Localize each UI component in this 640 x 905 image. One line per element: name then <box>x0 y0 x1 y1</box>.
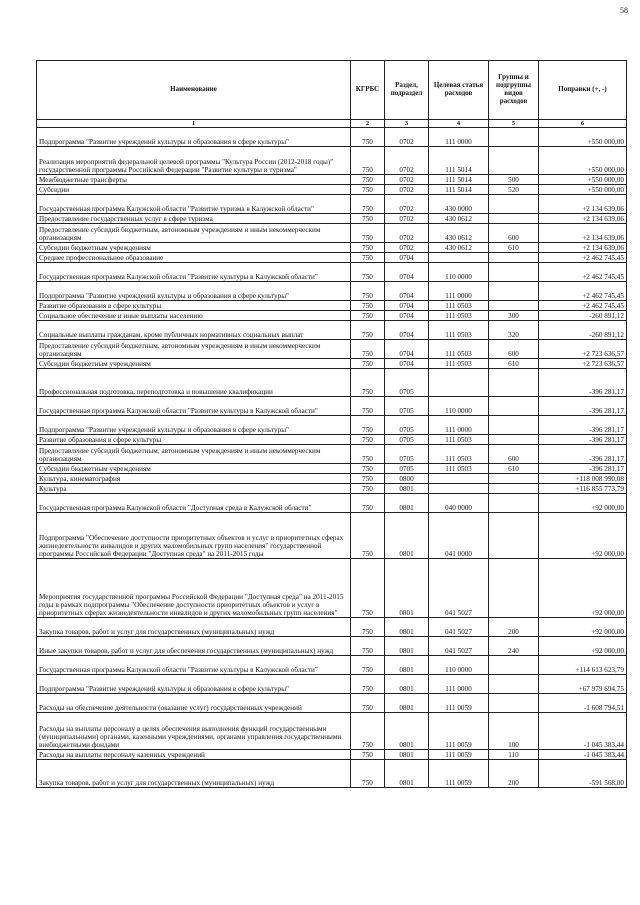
row-kgrbs: 750 <box>351 464 385 474</box>
row-target: 111 0503 <box>429 340 489 359</box>
row-section: 0704 <box>385 301 429 311</box>
table-row <box>37 263 627 282</box>
row-group <box>489 369 539 397</box>
row-amount: +550 000,00 <box>539 147 627 175</box>
row-kgrbs: 750 <box>351 760 385 788</box>
row-kgrbs: 750 <box>351 474 385 484</box>
row-kgrbs: 750 <box>351 195 385 214</box>
header-name: Наименование <box>37 61 351 120</box>
row-kgrbs: 750 <box>351 713 385 750</box>
table-row <box>37 185 627 195</box>
row-section: 0801 <box>385 494 429 513</box>
row-target: 111 0503 <box>429 359 489 369</box>
row-name: Мероприятия государственной программы Российской Федерации "Доступная среда" на 2011-2015 годы в рамках подпрограммы "Обеспечение доступности приоритетных объектов и услуг в приоритетных сферах жизнедеятельности инвалидов и других маломобильных групп населения" <box>37 559 351 618</box>
table-row <box>37 243 627 253</box>
row-group <box>489 484 539 494</box>
row-group: 200 <box>489 760 539 788</box>
row-target: 111 0059 <box>429 750 489 760</box>
row-section: 0801 <box>385 675 429 694</box>
row-group <box>489 301 539 311</box>
row-target: 111 0503 <box>429 445 489 464</box>
row-amount: +92 000,00 <box>539 513 627 559</box>
row-kgrbs: 750 <box>351 128 385 147</box>
row-name: Государственная программа Калужской области "Развитие культуры в Калужской области" <box>37 263 351 282</box>
table-row <box>37 464 627 474</box>
row-kgrbs: 750 <box>351 484 385 494</box>
row-group: 300 <box>489 311 539 321</box>
row-group <box>489 513 539 559</box>
row-amount: -260 891,12 <box>539 311 627 321</box>
row-section: 0801 <box>385 637 429 656</box>
row-name: Предоставление субсидий бюджетным, автономным учреждениям и иным некоммерческим организациям <box>37 340 351 359</box>
col-number: 5 <box>489 120 539 128</box>
row-amount: -1 608 794,51 <box>539 694 627 713</box>
row-target: 430 0612 <box>429 224 489 243</box>
row-target <box>429 484 489 494</box>
row-section: 0801 <box>385 484 429 494</box>
row-target: 041 5027 <box>429 637 489 656</box>
row-name: Подпрограмма "Развитие учреждений культуры и образования в сфере культуры" <box>37 675 351 694</box>
row-group <box>489 559 539 618</box>
row-kgrbs: 750 <box>351 416 385 435</box>
table-row <box>37 321 627 340</box>
row-section: 0705 <box>385 435 429 445</box>
row-section: 0801 <box>385 694 429 713</box>
row-target: 111 0059 <box>429 713 489 750</box>
row-section: 0704 <box>385 311 429 321</box>
row-group <box>489 214 539 224</box>
row-target: 111 0503 <box>429 301 489 311</box>
row-name: Государственная программа Калужской области "Доступная среда в Калужской области" <box>37 494 351 513</box>
row-amount: +92 000,00 <box>539 494 627 513</box>
table-row <box>37 750 627 760</box>
row-amount: -1 045 383,44 <box>539 750 627 760</box>
row-amount: +2 462 745,45 <box>539 253 627 263</box>
row-amount: -1 045 383,44 <box>539 713 627 750</box>
row-kgrbs: 750 <box>351 301 385 311</box>
row-kgrbs: 750 <box>351 656 385 675</box>
row-target: 110 0000 <box>429 263 489 282</box>
row-section: 0801 <box>385 750 429 760</box>
table-row <box>37 195 627 214</box>
row-name: Закупка товаров, работ и услуг для государственных (муниципальных) нужд <box>37 760 351 788</box>
row-kgrbs: 750 <box>351 397 385 416</box>
row-kgrbs: 750 <box>351 694 385 713</box>
table-row <box>37 359 627 369</box>
row-target: 111 0000 <box>429 416 489 435</box>
row-target: 110 0000 <box>429 397 489 416</box>
row-section: 0705 <box>385 416 429 435</box>
row-kgrbs: 750 <box>351 637 385 656</box>
row-kgrbs: 750 <box>351 750 385 760</box>
row-amount: +67 979 694,75 <box>539 675 627 694</box>
row-amount: -260 891,12 <box>539 321 627 340</box>
row-group: 100 <box>489 713 539 750</box>
header-kgrbs: КГРБС <box>351 61 385 120</box>
row-amount: -396 281,17 <box>539 445 627 464</box>
row-name: Культура <box>37 484 351 494</box>
row-group: 610 <box>489 359 539 369</box>
row-group <box>489 282 539 301</box>
row-group: 200 <box>489 618 539 637</box>
row-kgrbs: 750 <box>351 243 385 253</box>
row-group <box>489 397 539 416</box>
row-name: Реализация мероприятий федеральной целевой программы "Культура России (2012-2018 годы)" государственной программы Российской Федерации "Развитие культуры и туризма" <box>37 147 351 175</box>
row-target: 111 0503 <box>429 464 489 474</box>
row-section: 0801 <box>385 760 429 788</box>
row-amount: +550 000,00 <box>539 175 627 185</box>
table-row <box>37 435 627 445</box>
table-row <box>37 311 627 321</box>
row-section: 0702 <box>385 195 429 214</box>
row-kgrbs: 750 <box>351 175 385 185</box>
col-number: 6 <box>539 120 627 128</box>
table-row <box>37 214 627 224</box>
row-target: 111 0000 <box>429 675 489 694</box>
row-group <box>489 675 539 694</box>
row-target: 041 5027 <box>429 559 489 618</box>
row-amount: +92 000,00 <box>539 559 627 618</box>
row-section: 0702 <box>385 175 429 185</box>
table-row <box>37 301 627 311</box>
row-section: 0704 <box>385 253 429 263</box>
row-name: Субсидии <box>37 185 351 195</box>
row-target: 041 0000 <box>429 513 489 559</box>
row-group <box>489 435 539 445</box>
row-group: 500 <box>489 175 539 185</box>
table-row <box>37 618 627 637</box>
row-name: Закупка товаров, работ и услуг для государственных (муниципальных) нужд <box>37 618 351 637</box>
row-kgrbs: 750 <box>351 224 385 243</box>
row-group <box>489 263 539 282</box>
row-amount: +92 000,00 <box>539 637 627 656</box>
row-group: 240 <box>489 637 539 656</box>
row-section: 0801 <box>385 713 429 750</box>
row-group <box>489 253 539 263</box>
row-group: 600 <box>489 340 539 359</box>
row-name: Развитие образования в сфере культуры <box>37 435 351 445</box>
table-row <box>37 474 627 484</box>
row-name: Предоставление государственных услуг в сфере туризма <box>37 214 351 224</box>
row-section: 0702 <box>385 185 429 195</box>
row-amount: -396 281,17 <box>539 369 627 397</box>
row-target <box>429 253 489 263</box>
row-section: 0705 <box>385 464 429 474</box>
row-section: 0702 <box>385 147 429 175</box>
row-target <box>429 369 489 397</box>
row-name: Расходы на выплаты персоналу в целях обеспечения выполнения функций государственными (муниципальными) органами, казенными учреждениями, органами управления государственными внебюджетными фондами <box>37 713 351 750</box>
row-name: Культура, кинематография <box>37 474 351 484</box>
row-amount: +2 134 639,06 <box>539 243 627 253</box>
table-row <box>37 559 627 618</box>
row-name: Субсидии бюджетным учреждениям <box>37 359 351 369</box>
row-target: 111 0059 <box>429 760 489 788</box>
row-amount: -396 281,17 <box>539 416 627 435</box>
row-kgrbs: 750 <box>351 340 385 359</box>
row-kgrbs: 750 <box>351 185 385 195</box>
row-kgrbs: 750 <box>351 618 385 637</box>
row-section: 0801 <box>385 656 429 675</box>
row-group <box>489 416 539 435</box>
table-row <box>37 340 627 359</box>
row-name: Иные закупки товаров, работ и услуг для обеспечения государственных (муниципальных) нужд <box>37 637 351 656</box>
row-kgrbs: 750 <box>351 369 385 397</box>
column-number-row <box>37 120 627 128</box>
row-amount: +2 723 636,57 <box>539 359 627 369</box>
row-section: 0704 <box>385 359 429 369</box>
row-group: 110 <box>489 750 539 760</box>
table-header <box>37 61 627 128</box>
row-amount: +2 462 745,45 <box>539 263 627 282</box>
row-amount: +550 000,00 <box>539 185 627 195</box>
table-row <box>37 445 627 464</box>
row-name: Подпрограмма "Развитие учреждений культуры и образования в сфере культуры" <box>37 282 351 301</box>
row-group <box>489 474 539 484</box>
row-amount: -396 281,17 <box>539 464 627 474</box>
row-amount: -591 568,00 <box>539 760 627 788</box>
table-row <box>37 760 627 788</box>
row-target: 111 0059 <box>429 694 489 713</box>
row-name: Социальные выплаты гражданам, кроме публичных нормативных социальных выплат <box>37 321 351 340</box>
row-name: Подпрограмма "Развитие учреждений культуры и образования в сфере культуры" <box>37 128 351 147</box>
row-group <box>489 656 539 675</box>
row-target: 111 0000 <box>429 128 489 147</box>
row-target: 041 5027 <box>429 618 489 637</box>
row-amount: +2 462 745,45 <box>539 301 627 311</box>
row-amount: +550 000,00 <box>539 128 627 147</box>
row-target: 111 5014 <box>429 185 489 195</box>
table-row <box>37 224 627 243</box>
table-row <box>37 656 627 675</box>
row-group: 600 <box>489 224 539 243</box>
row-group: 520 <box>489 185 539 195</box>
table-row <box>37 416 627 435</box>
table-row <box>37 675 627 694</box>
row-target: 111 0503 <box>429 435 489 445</box>
row-kgrbs: 750 <box>351 559 385 618</box>
budget-amendments-table <box>36 60 627 788</box>
header-group: Группы и подгруппы видов расходов <box>489 61 539 120</box>
col-number: 4 <box>429 120 489 128</box>
row-group <box>489 128 539 147</box>
row-section: 0705 <box>385 369 429 397</box>
col-number: 2 <box>351 120 385 128</box>
row-kgrbs: 750 <box>351 321 385 340</box>
header-section: Раздел, подраздел <box>385 61 429 120</box>
row-target: 111 5014 <box>429 175 489 185</box>
row-target: 111 0503 <box>429 311 489 321</box>
row-section: 0801 <box>385 513 429 559</box>
row-kgrbs: 750 <box>351 359 385 369</box>
row-name: Государственная программа Калужской области "Развитие культуры в Калужской области" <box>37 397 351 416</box>
row-kgrbs: 750 <box>351 253 385 263</box>
table-row <box>37 397 627 416</box>
row-kgrbs: 750 <box>351 263 385 282</box>
table-row <box>37 369 627 397</box>
row-section: 0705 <box>385 445 429 464</box>
row-section: 0801 <box>385 618 429 637</box>
row-kgrbs: 750 <box>351 214 385 224</box>
table-row <box>37 484 627 494</box>
row-group: 600 <box>489 445 539 464</box>
table-row <box>37 637 627 656</box>
row-target: 040 0000 <box>429 494 489 513</box>
col-number: 3 <box>385 120 429 128</box>
header-target: Целевая статья расходов <box>429 61 489 120</box>
row-group <box>489 694 539 713</box>
row-target: 111 0000 <box>429 282 489 301</box>
row-name: Подпрограмма "Развитие учреждений культуры и образования в сфере культуры" <box>37 416 351 435</box>
row-amount: -396 281,17 <box>539 397 627 416</box>
table-row <box>37 128 627 147</box>
row-target: 430 0612 <box>429 243 489 253</box>
row-name: Субсидии бюджетным учреждениям <box>37 464 351 474</box>
table-row <box>37 713 627 750</box>
row-name: Предоставление субсидий бюджетным, автономным учреждениям и иным некоммерческим организациям <box>37 224 351 243</box>
table-body <box>37 128 627 788</box>
row-kgrbs: 750 <box>351 282 385 301</box>
row-section: 0704 <box>385 282 429 301</box>
row-name: Социальное обеспечение и иные выплаты населению <box>37 311 351 321</box>
row-name: Среднее профессиональное образование <box>37 253 351 263</box>
row-amount: +2 134 639,06 <box>539 214 627 224</box>
table-row <box>37 147 627 175</box>
row-amount: +116 855 773,79 <box>539 484 627 494</box>
table-row <box>37 694 627 713</box>
row-section: 0704 <box>385 263 429 282</box>
row-group: 320 <box>489 321 539 340</box>
row-name: Субсидии бюджетным учреждениям <box>37 243 351 253</box>
row-amount: +2 462 745,45 <box>539 282 627 301</box>
row-amount: +92 000,00 <box>539 618 627 637</box>
row-amount: +114 613 623,79 <box>539 656 627 675</box>
row-amount: +2 134 639,06 <box>539 224 627 243</box>
row-target <box>429 474 489 484</box>
table-row <box>37 253 627 263</box>
row-section: 0801 <box>385 559 429 618</box>
row-target: 111 5014 <box>429 147 489 175</box>
row-section: 0702 <box>385 243 429 253</box>
row-section: 0704 <box>385 321 429 340</box>
row-amount: +2 723 636,57 <box>539 340 627 359</box>
row-name: Предоставление субсидий бюджетным, автономным учреждениям и иным некоммерческим организациям <box>37 445 351 464</box>
page-number: 58 <box>620 6 628 15</box>
row-target: 110 0000 <box>429 656 489 675</box>
row-section: 0800 <box>385 474 429 484</box>
row-group: 610 <box>489 464 539 474</box>
table-row <box>37 175 627 185</box>
table-row <box>37 513 627 559</box>
row-target: 111 0503 <box>429 321 489 340</box>
row-kgrbs: 750 <box>351 675 385 694</box>
row-name: Расходы на обеспечение деятельности (оказание услуг) государственных учреждений <box>37 694 351 713</box>
row-group <box>489 494 539 513</box>
row-name: Развитие образования в сфере культуры <box>37 301 351 311</box>
col-number: 1 <box>37 120 351 128</box>
table-row <box>37 282 627 301</box>
row-section: 0702 <box>385 224 429 243</box>
row-kgrbs: 750 <box>351 494 385 513</box>
row-name: Межбюджетные трансферты <box>37 175 351 185</box>
row-section: 0702 <box>385 214 429 224</box>
table-row <box>37 494 627 513</box>
row-kgrbs: 750 <box>351 311 385 321</box>
row-section: 0705 <box>385 397 429 416</box>
row-group <box>489 195 539 214</box>
row-group: 610 <box>489 243 539 253</box>
row-kgrbs: 750 <box>351 513 385 559</box>
row-amount: -396 281,17 <box>539 435 627 445</box>
row-name: Расходы на выплаты персоналу казенных учреждений <box>37 750 351 760</box>
row-group <box>489 147 539 175</box>
row-section: 0704 <box>385 340 429 359</box>
row-kgrbs: 750 <box>351 445 385 464</box>
row-amount: +2 134 639,06 <box>539 195 627 214</box>
row-kgrbs: 750 <box>351 435 385 445</box>
row-name: Государственная программа Калужской области "Развитие туризма в Калужской области" <box>37 195 351 214</box>
row-target: 430 0612 <box>429 214 489 224</box>
row-amount: +118 008 990,08 <box>539 474 627 484</box>
row-name: Подпрограмма "Обеспечение доступности приоритетных объектов и услуг в приоритетных сферах жизнедеятельности инвалидов и других маломобильных групп населения" государственной программы Российской Федерации "Доступная среда" на 2011-2015 годы <box>37 513 351 559</box>
row-name: Государственная программа Калужской области "Развитие культуры в Калужской области" <box>37 656 351 675</box>
row-section: 0702 <box>385 128 429 147</box>
row-kgrbs: 750 <box>351 147 385 175</box>
header-amount: Поправки (+, -) <box>539 61 627 120</box>
row-name: Профессиональная подготовка, переподготовка и повышение квалификации <box>37 369 351 397</box>
row-target: 430 0000 <box>429 195 489 214</box>
